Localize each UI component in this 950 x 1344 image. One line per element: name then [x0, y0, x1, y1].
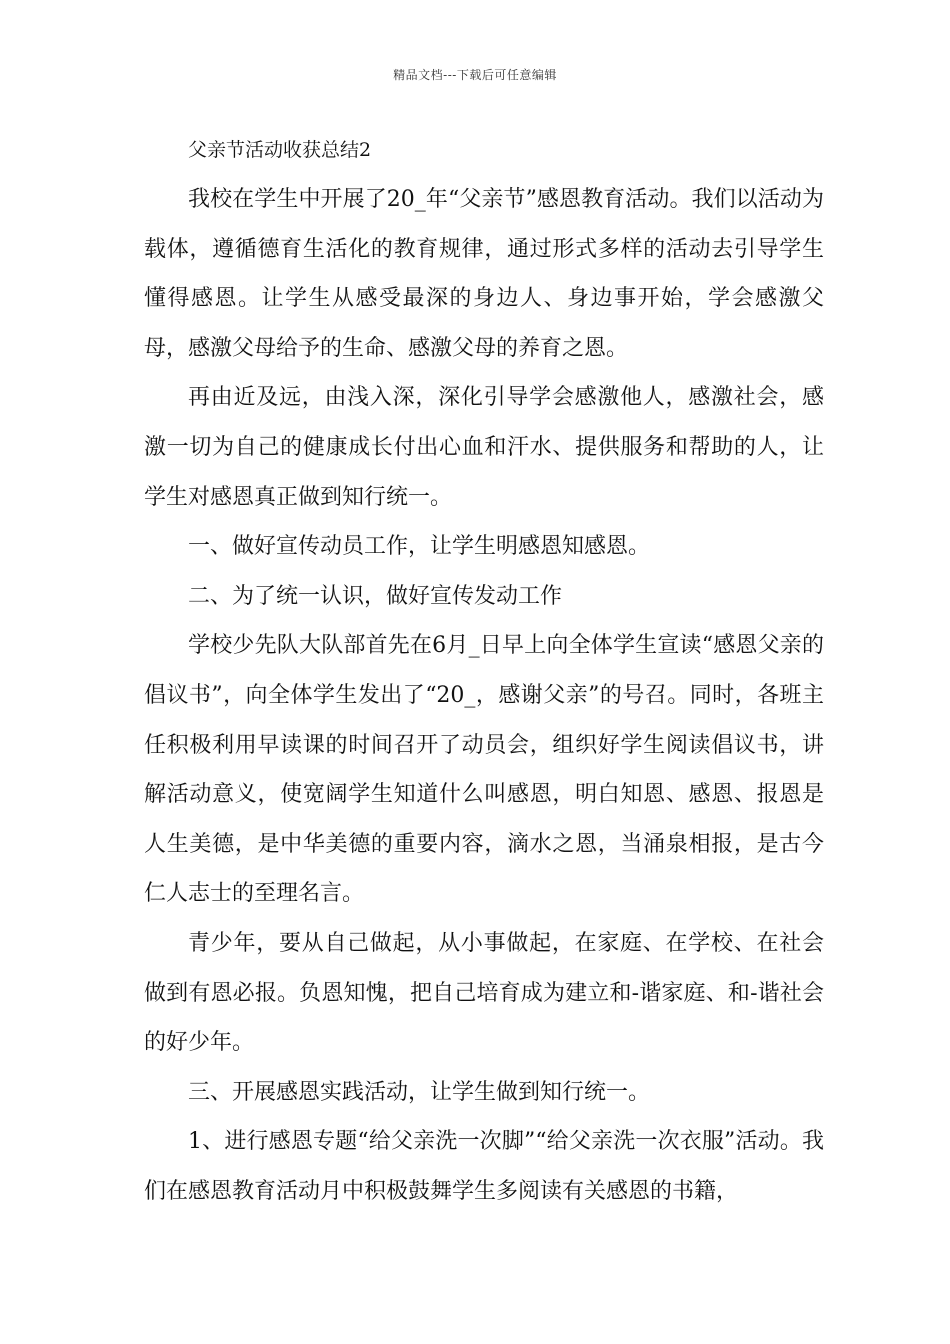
paragraph: 1、进行感恩专题“给父亲洗一次脚”“给父亲洗一次衣服”活动。我们在感恩教育活动月中积极鼓舞学生多阅读有关感恩的书籍， — [144, 1129, 824, 1204]
document-body — [144, 125, 824, 1216]
page-header: 精品文档---下载后可任意编辑 — [393, 68, 557, 82]
paragraph: 青少年，要从自己做起，从小事做起，在家庭、在学校、在社会做到有恩必报。负恩知愧，把自己培育成为建立和-谐家庭、和-谐社会的好少年。 — [144, 930, 824, 1056]
section-heading: 二、为了统一认识，做好宣传发动工作 — [188, 583, 563, 609]
document-title: 父亲节活动收获总结2 — [188, 139, 372, 161]
paragraph: 学校少先队大队部首先在6月_日早上向全体学生宣读“感恩父亲的倡议书”，向全体学生发出了“20_，感谢父亲”的号召。同时，各班主任积极利用早读课的时间召开了动员会，组织好学生阅读倡议书，讲解活动意义，使宽阔学生知道什么叫感恩，明白知恩、感恩、报恩是人生美德，是中华美德的重要内容，滴水之恩，当涌泉相报，是古今仁人志士的至理名言。 — [144, 633, 824, 907]
paragraph: 再由近及远，由浅入深，深化引导学会感激他人，感激社会，感激一切为自己的健康成长付出心血和汗水、提供服务和帮助的人，让学生对感恩真正做到知行统一。 — [144, 385, 824, 510]
paragraph: 我校在学生中开展了20_年“父亲节”感恩教育活动。我们以活动为载体，遵循德育生活化的教育规律，通过形式多样的活动去引导学生懂得感恩。让学生从感受最深的身边人、身边事开始，学会感激父母，感激父母给予的生命、感激父母的养育之恩。 — [144, 187, 824, 361]
section-heading: 一、做好宣传动员工作，让学生明感恩知感恩。 — [188, 534, 651, 560]
section-heading: 三、开展感恩实践活动，让学生做到知行统一。 — [188, 1079, 651, 1105]
